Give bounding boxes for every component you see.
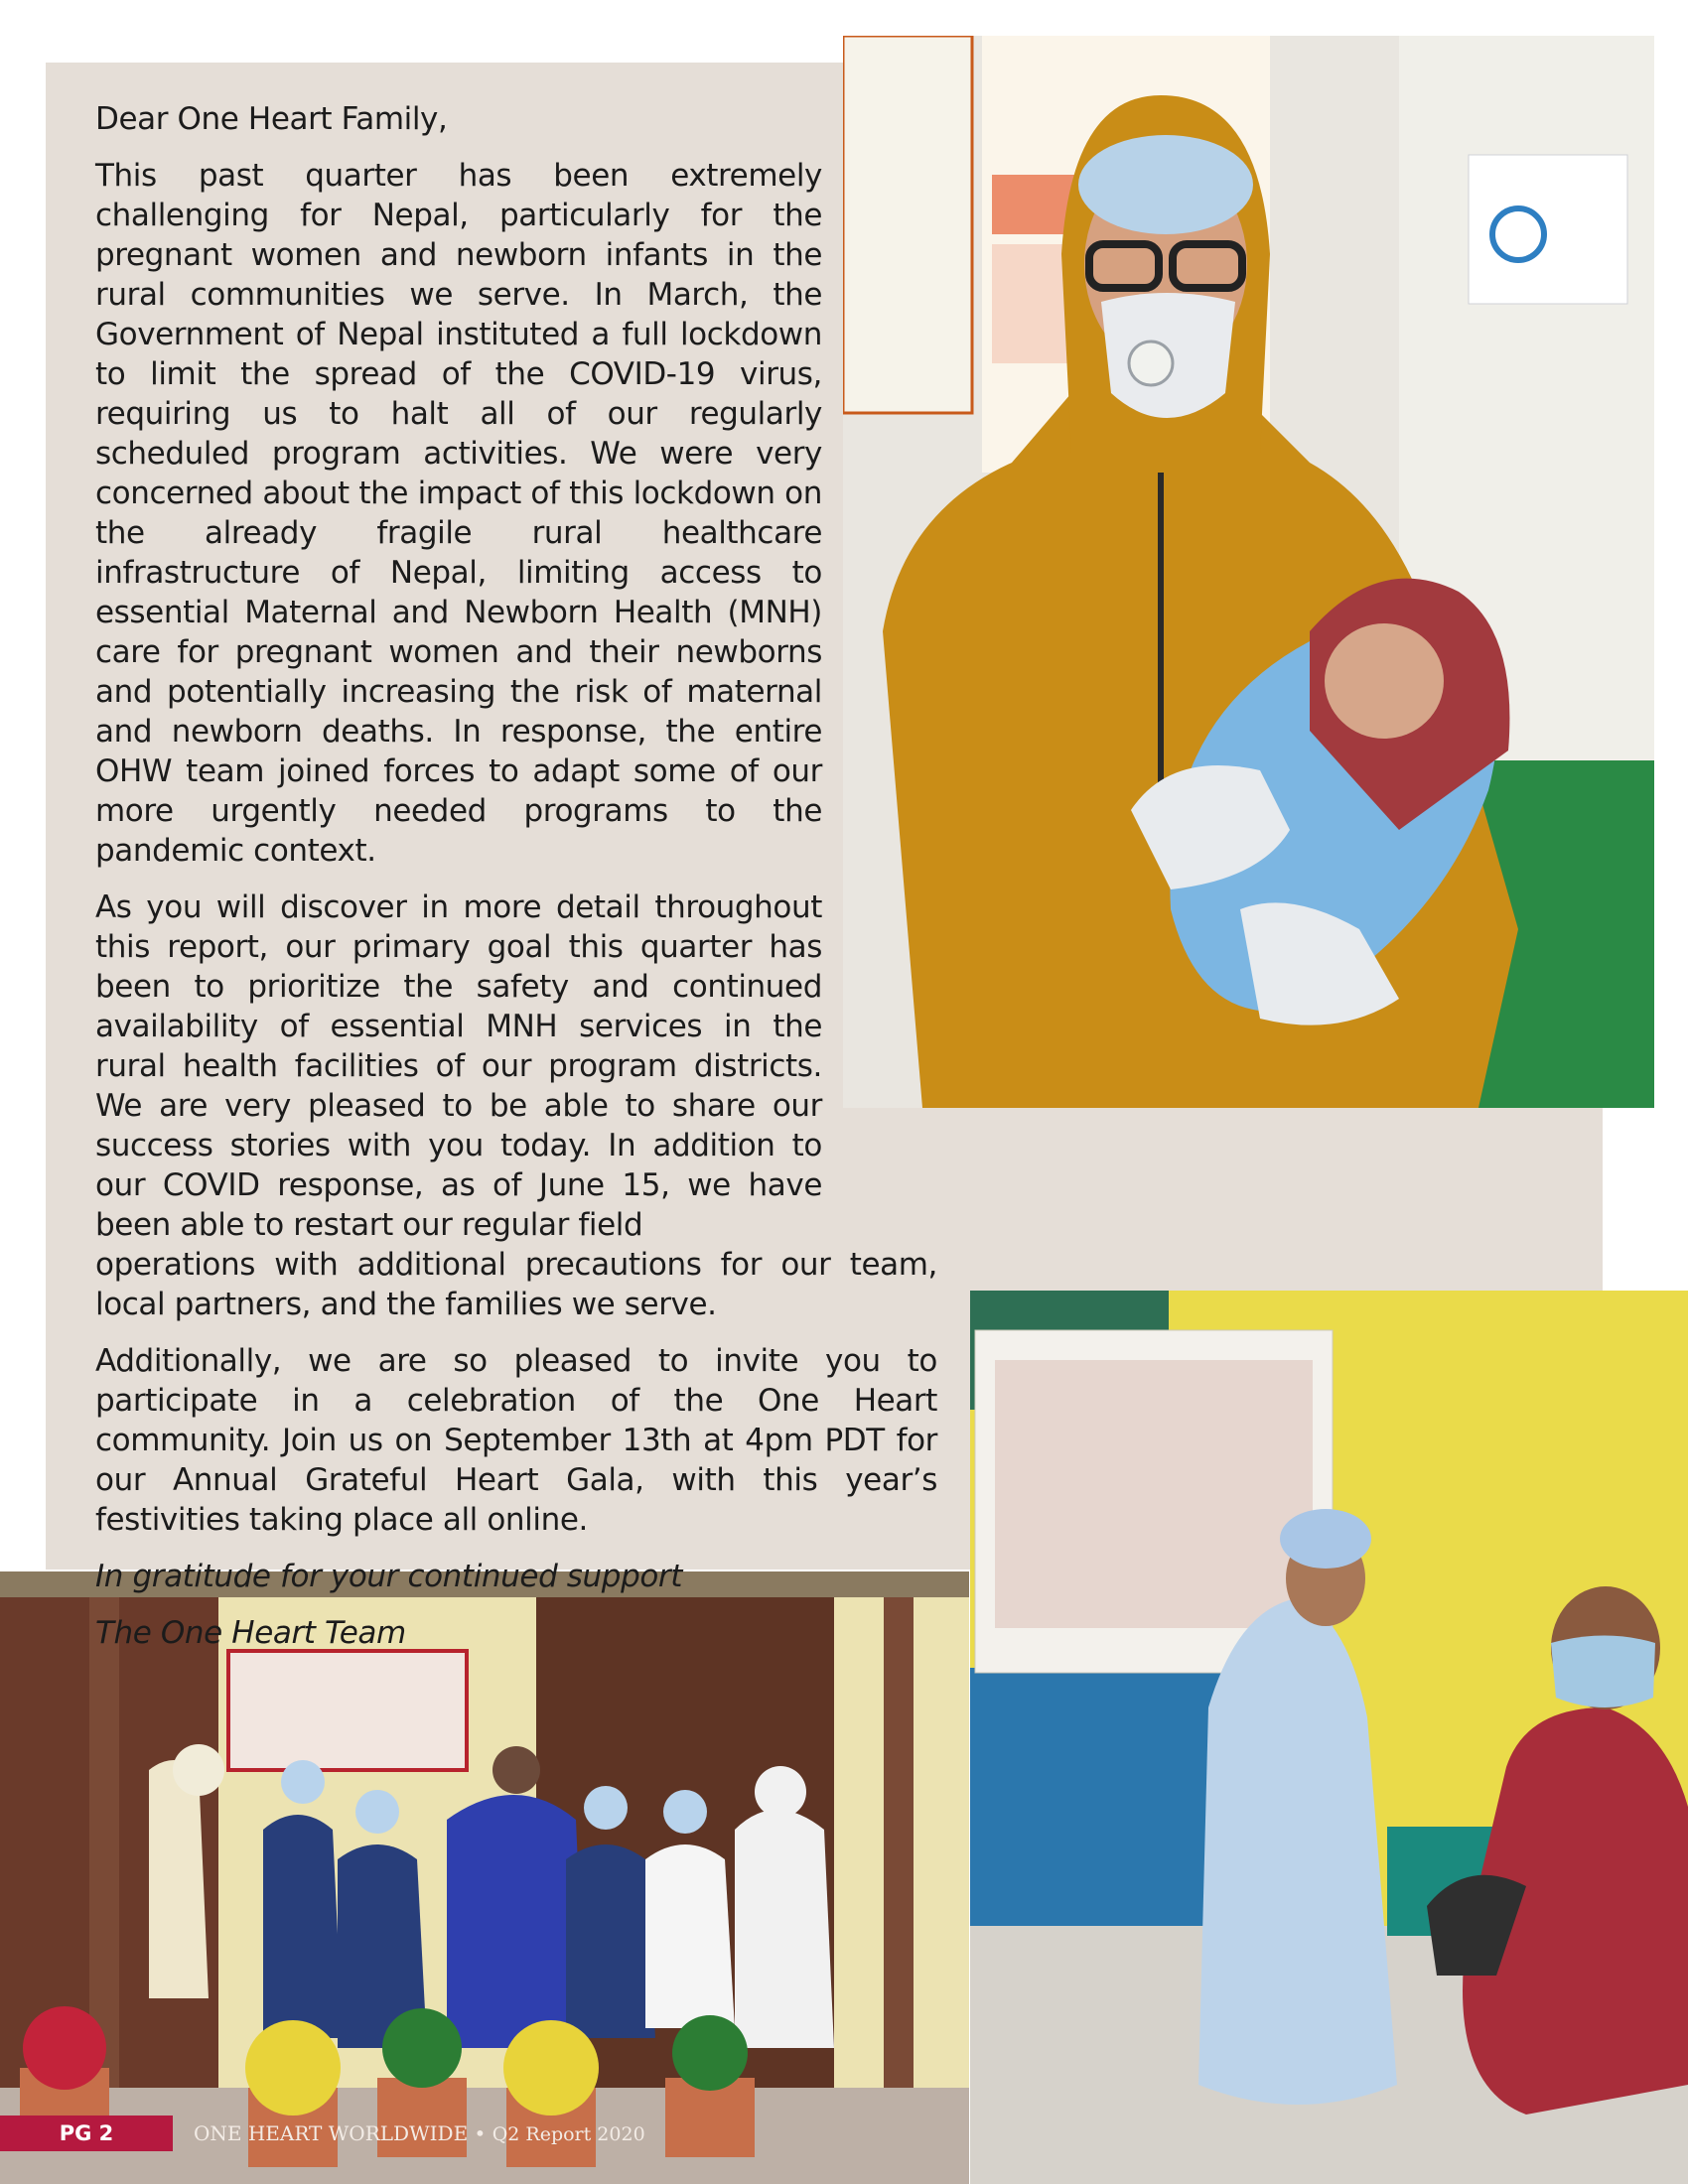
footer-report-title — [194, 2116, 645, 2151]
letter-paragraph-2-continued: operations with additional precautions for our team, local partners, and the families we serve. — [95, 1247, 937, 1322]
photo-health-worker-with-newborn — [843, 36, 1654, 1108]
letter-body — [95, 99, 937, 1670]
letter-signature: The One Heart Team — [95, 1615, 406, 1651]
letter-paragraph-3: Additionally, we are so pleased to invite you to participate in a celebration of the One Heart community. Join us on September 13th at 4pm PDT for our Annual Grateful Heart Gala, with this year’s festivities taking place all online. — [95, 1343, 937, 1538]
letter-salutation: Dear One Heart Family, — [95, 101, 448, 137]
letter-paragraph-2: As you will discover in more detail throughout this report, our primary goal this quarter has been to prioritize the safety and continued availability of essential MNH services in the rural health facilities of our program districts. We are very pleased to be able to share our success stories with you today. In addition to our COVID response, as of June 15, we have been able to restart our regular field — [95, 889, 822, 1243]
letter-paragraph-1: This past quarter has been extremely challenging for Nepal, particularly for the pregnant women and newborn infants in the rural communities we serve. In March, the Government of Nepal instituted a full lockdown to limit the spread of the COVID-19 virus, requiring us to halt all of our regularly scheduled program activities. We were very concerned about the impact of this lockdown on the already fragile rural healthcare infrastructure of Nepal, limiting access to essential Maternal and Newborn Health (MNH) care for pregnant women and their newborns and potentially increasing the risk of maternal and newborn deaths. In response, the entire OHW team joined forces to adapt some of our more urgently needed programs to the pandemic context. — [95, 158, 822, 869]
footer-org-name: ONE HEART WORLDWIDE — [194, 2121, 469, 2145]
page-number-tag: PG 2 — [0, 2116, 173, 2151]
photo-blood-pressure-check — [970, 1291, 1688, 2184]
footer-report-label: Q2 Report 2020 — [492, 2123, 645, 2145]
letter-closing: In gratitude for your continued support — [95, 1559, 683, 1594]
footer-separator: • — [474, 2121, 487, 2145]
